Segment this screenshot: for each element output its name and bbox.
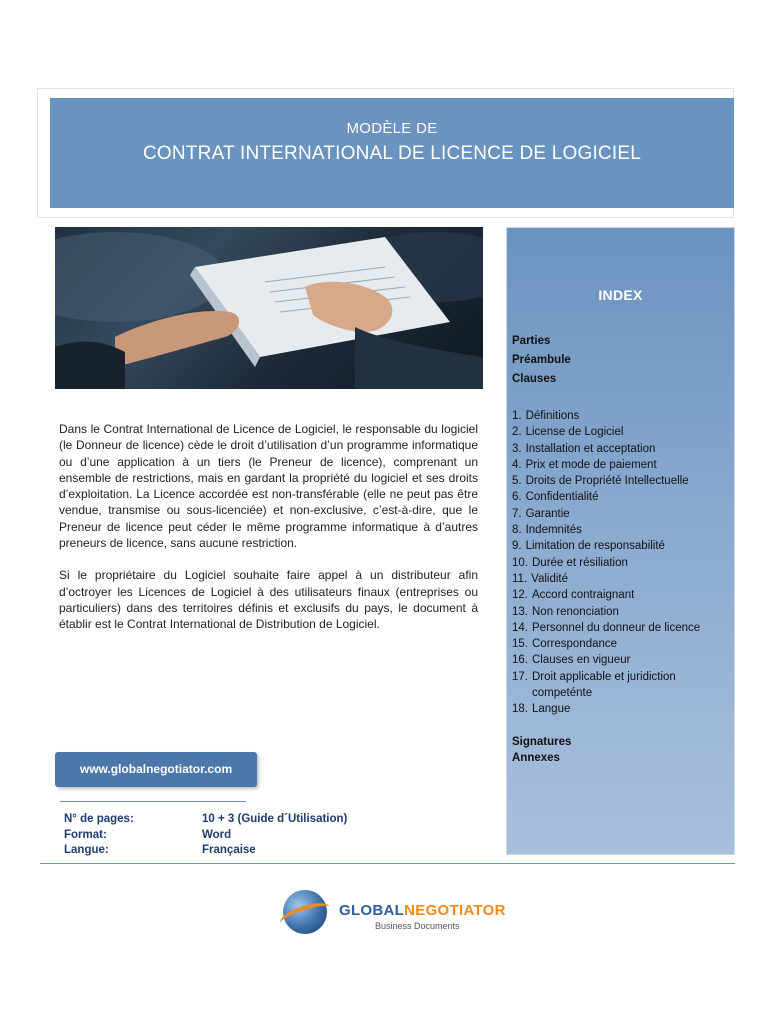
- logo-brand: GLOBALNEGOTIATOR: [339, 902, 506, 919]
- photo-illustration: [55, 227, 483, 389]
- index-link-annexes: Annexes: [512, 752, 560, 765]
- info-row-language: [64, 843, 347, 859]
- info-divider: [60, 801, 246, 802]
- index-item: 1. Définitions: [512, 410, 580, 422]
- logo-tagline: Business Documents: [375, 921, 460, 931]
- website-button[interactable]: www.globalnegotiator.com: [55, 752, 257, 787]
- info-row-format: [64, 828, 347, 844]
- index-sidebar: [506, 227, 735, 855]
- index-item: 10. Durée et résiliation: [512, 556, 628, 569]
- footer-divider: [40, 863, 735, 864]
- index-item: 13. Non renonciation: [512, 605, 619, 618]
- index-item: 12. Accord contraignant: [512, 589, 635, 602]
- index-link-parties: Parties: [512, 335, 551, 347]
- banner-subtitle: MODÈLE DE: [346, 120, 438, 137]
- language-label: Langue:: [64, 844, 109, 856]
- index-item: 7. Garantie: [512, 507, 570, 520]
- index-item: 16. Clauses en vigueur: [512, 654, 631, 667]
- index-title: INDEX: [598, 287, 643, 303]
- hands-document-photo: [55, 227, 483, 389]
- description-paragraph-2: Si le propriétaire du Logiciel souhaite faire appel à un distributeur afin d’octroyer les Licences de Logiciel à des utilisateurs finaux (entreprises ou particuliers) dans des territoires définis et exclusifs du pays, le document à établir est le Contrat International de Distribution de Logiciel.: [59, 568, 478, 632]
- index-link-clauses: Clauses: [512, 373, 557, 385]
- index-top-links: [512, 332, 571, 389]
- index-item: 4. Prix et mode de paiement: [512, 458, 657, 471]
- globalnegotiator-logo: [283, 890, 506, 940]
- index-item: 3. Installation et acceptation: [512, 442, 656, 455]
- title-banner: [50, 98, 734, 208]
- index-item: 18. Langue: [512, 703, 571, 716]
- index-link-preambule: Préambule: [512, 354, 571, 366]
- info-row-pages: [64, 812, 347, 828]
- format-label: Format:: [64, 828, 107, 841]
- index-item: 17. Droit applicable et juridiction competénte: [512, 670, 676, 700]
- index-link-signatures: Signatures: [512, 736, 572, 748]
- pages-value: 10 + 3 (Guide d´Utilisation): [202, 813, 348, 825]
- description-text: [59, 421, 478, 649]
- index-item: 5. Droits de Propriété Intellectuelle: [512, 475, 689, 488]
- index-item: 6. Confidentialité: [512, 491, 599, 504]
- document-info: [64, 812, 347, 859]
- page-title: CONTRAT INTERNATIONAL DE LICENCE DE LOGICIEL: [143, 143, 641, 164]
- pages-label: N° de pages:: [64, 813, 134, 825]
- language-value: Française: [202, 844, 256, 856]
- index-clause-list: [512, 408, 734, 718]
- index-item: 9. Limitation de responsabilité: [512, 540, 665, 553]
- index-item: 15. Correspondance: [512, 638, 618, 651]
- index-item: 2. License de Logiciel: [512, 426, 624, 439]
- index-item: 8. Indemnités: [512, 524, 582, 537]
- index-item: 11. Validité: [512, 572, 569, 585]
- description-paragraph-1: Dans le Contrat International de Licence de Logiciel, le responsable du logiciel (le Donneur de licence) cède le droit d’utilisation d’un programme informatique ou d’une application à un tiers (le Preneur de licence), comprenant un ensemble de restrictions, mais en gardant la propriété du logiciel et ses droits d’exploitation. La Licence accordée est non-transférable (elle ne peut pas être vendue, transmise ou sous-licenciée) et non-exclusive, c’est-à-dire, que le Preneur de licence peut céder le même programme informatique à d’autres preneurs de licence, sans aucune restriction.: [59, 422, 478, 551]
- index-bottom-links: [512, 734, 571, 767]
- format-value: Word: [202, 828, 232, 841]
- index-item: 14. Personnel du donneur de licence: [512, 621, 701, 634]
